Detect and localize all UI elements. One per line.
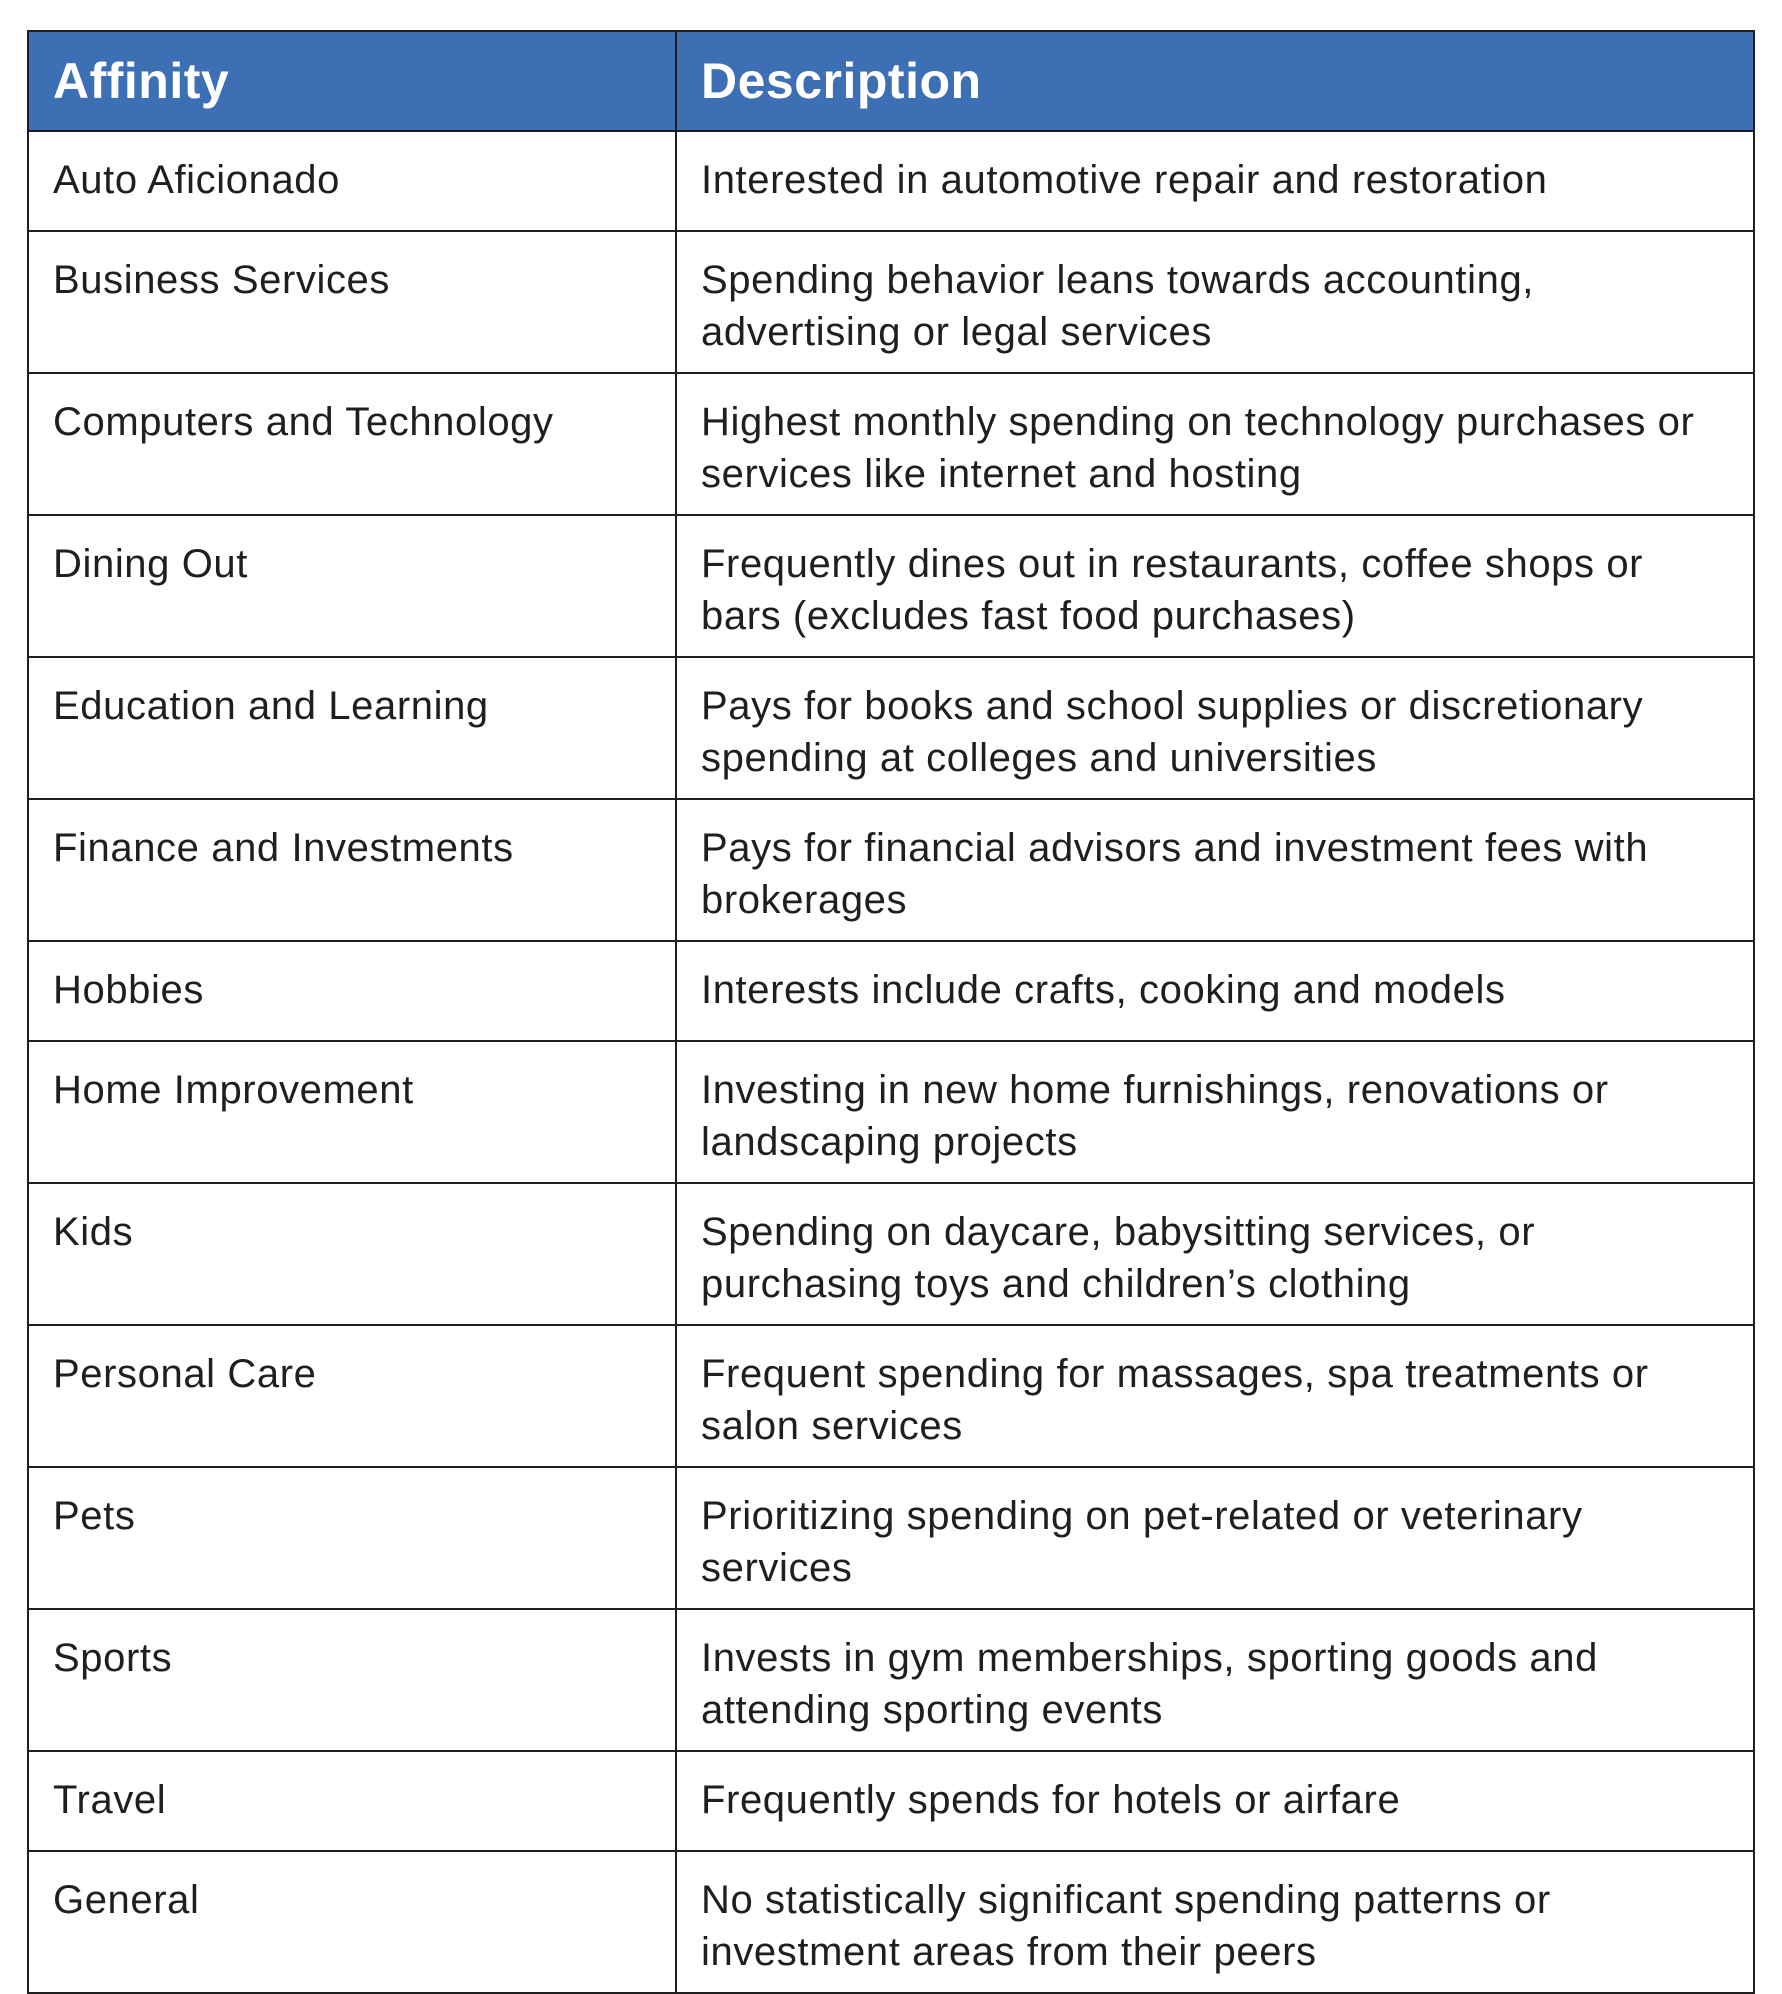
affinity-cell: Finance and Investments — [28, 799, 676, 941]
description-cell: Investing in new home furnishings, renovations or landscaping projects — [676, 1041, 1754, 1183]
description-cell: Interested in automotive repair and restoration — [676, 131, 1754, 231]
affinity-table — [27, 30, 1755, 1994]
table-row — [28, 1467, 1754, 1609]
table-row — [28, 231, 1754, 373]
description-cell: Prioritizing spending on pet-related or veterinary services — [676, 1467, 1754, 1609]
description-cell: Pays for books and school supplies or discretionary spending at colleges and universities — [676, 657, 1754, 799]
affinity-cell: Computers and Technology — [28, 373, 676, 515]
affinity-cell: Hobbies — [28, 941, 676, 1041]
table-row — [28, 1751, 1754, 1851]
table-row — [28, 799, 1754, 941]
description-cell: Frequent spending for massages, spa treatments or salon services — [676, 1325, 1754, 1467]
affinity-cell: General — [28, 1851, 676, 1993]
table-row — [28, 131, 1754, 231]
description-cell: Spending behavior leans towards accounting, advertising or legal services — [676, 231, 1754, 373]
description-cell: Highest monthly spending on technology purchases or services like internet and hosting — [676, 373, 1754, 515]
column-header-description: Description — [676, 31, 1754, 131]
table-row — [28, 657, 1754, 799]
affinity-cell: Dining Out — [28, 515, 676, 657]
affinity-cell: Sports — [28, 1609, 676, 1751]
table-row — [28, 1609, 1754, 1751]
description-cell: Frequently dines out in restaurants, coffee shops or bars (excludes fast food purchases) — [676, 515, 1754, 657]
description-cell: Pays for financial advisors and investment fees with brokerages — [676, 799, 1754, 941]
affinity-cell: Kids — [28, 1183, 676, 1325]
description-cell: Invests in gym memberships, sporting goods and attending sporting events — [676, 1609, 1754, 1751]
affinity-cell: Business Services — [28, 231, 676, 373]
description-cell: Interests include crafts, cooking and models — [676, 941, 1754, 1041]
description-cell: Spending on daycare, babysitting services, or purchasing toys and children’s clothing — [676, 1183, 1754, 1325]
affinity-cell: Pets — [28, 1467, 676, 1609]
table-row — [28, 1851, 1754, 1993]
table-row — [28, 941, 1754, 1041]
affinity-cell: Auto Aficionado — [28, 131, 676, 231]
affinity-cell: Home Improvement — [28, 1041, 676, 1183]
affinity-cell: Personal Care — [28, 1325, 676, 1467]
table-row — [28, 1183, 1754, 1325]
table-row — [28, 373, 1754, 515]
table-row — [28, 515, 1754, 657]
affinity-cell: Travel — [28, 1751, 676, 1851]
column-header-affinity: Affinity — [28, 31, 676, 131]
table-row — [28, 1041, 1754, 1183]
table-header-row — [28, 31, 1754, 131]
description-cell: Frequently spends for hotels or airfare — [676, 1751, 1754, 1851]
table-row — [28, 1325, 1754, 1467]
description-cell: No statistically significant spending patterns or investment areas from their peers — [676, 1851, 1754, 1993]
affinity-cell: Education and Learning — [28, 657, 676, 799]
